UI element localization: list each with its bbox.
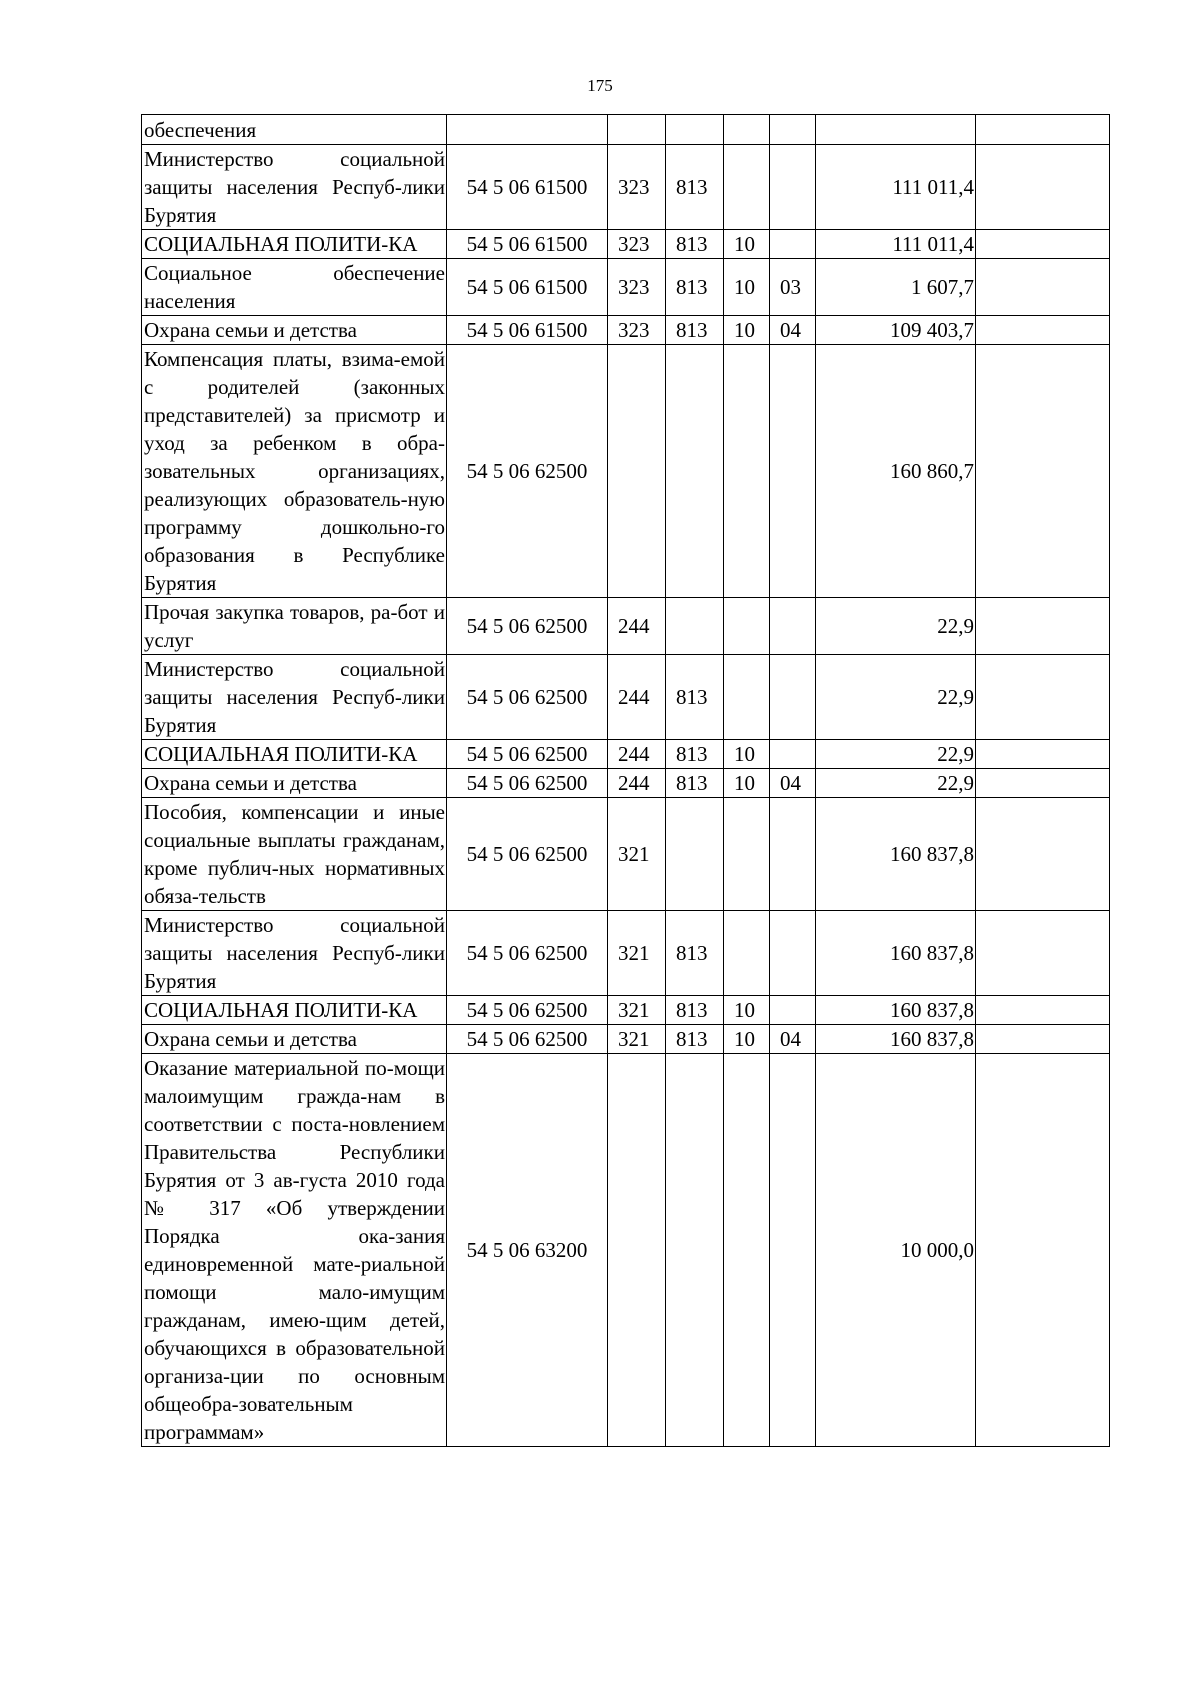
row-amount: 160 837,8 bbox=[816, 911, 976, 996]
row-section: 10 bbox=[724, 740, 770, 769]
row-subsection bbox=[770, 1054, 816, 1447]
row-expense-type: 244 bbox=[608, 769, 666, 798]
row-extra bbox=[976, 798, 1110, 911]
row-expense-type: 323 bbox=[608, 316, 666, 345]
row-name: Пособия, компенсации и иные социальные выплаты гражданам, кроме публич-ных нормативных обяза-тельств bbox=[142, 798, 447, 911]
table-body bbox=[142, 115, 1110, 1447]
row-amount: 160 860,7 bbox=[816, 345, 976, 598]
row-name: СОЦИАЛЬНАЯ ПОЛИТИ-КА bbox=[142, 740, 447, 769]
row-ministry-code: 813 bbox=[666, 230, 724, 259]
row-target-code: 54 5 06 61500 bbox=[447, 316, 608, 345]
row-name: Социальное обеспечение населения bbox=[142, 259, 447, 316]
table-row bbox=[142, 1025, 1110, 1054]
row-expense-type: 244 bbox=[608, 740, 666, 769]
row-extra bbox=[976, 996, 1110, 1025]
row-name: обеспечения bbox=[142, 115, 447, 145]
row-amount: 160 837,8 bbox=[816, 1025, 976, 1054]
row-amount: 111 011,4 bbox=[816, 145, 976, 230]
table-row bbox=[142, 996, 1110, 1025]
row-extra bbox=[976, 145, 1110, 230]
row-name: Охрана семьи и детства bbox=[142, 316, 447, 345]
row-name: Оказание материальной по-мощи малоимущим гражда-нам в соответствии с поста-новлением Правительства Республики Бурятия от 3 ав-густа 2010 года № 317 «Об утверждении Порядка ока-зания единовременной мате-риальной помощи мало-имущим гражданам, имею-щим детей, обучающихся в образовательной организа-ции по основным общеобра-зовательным программам» bbox=[142, 1054, 447, 1447]
table-row bbox=[142, 145, 1110, 230]
row-amount: 111 011,4 bbox=[816, 230, 976, 259]
row-section bbox=[724, 345, 770, 598]
row-amount: 160 837,8 bbox=[816, 996, 976, 1025]
row-extra bbox=[976, 1054, 1110, 1447]
row-extra bbox=[976, 345, 1110, 598]
table-row bbox=[142, 598, 1110, 655]
table-row bbox=[142, 1054, 1110, 1447]
row-target-code: 54 5 06 62500 bbox=[447, 996, 608, 1025]
row-section: 10 bbox=[724, 769, 770, 798]
row-ministry-code: 813 bbox=[666, 259, 724, 316]
row-name: Компенсация платы, взима-емой с родителей (законных представителей) за присмотр и уход за ребенком в обра-зовательных организациях, реализующих образователь-ную программу дошкольно-го образования в Республике Бурятия bbox=[142, 345, 447, 598]
row-section: 10 bbox=[724, 996, 770, 1025]
row-ministry-code bbox=[666, 345, 724, 598]
row-subsection bbox=[770, 798, 816, 911]
table-row bbox=[142, 769, 1110, 798]
row-expense-type: 323 bbox=[608, 259, 666, 316]
row-name: Министерство социальной защиты населения Респуб-лики Бурятия bbox=[142, 655, 447, 740]
table-row bbox=[142, 345, 1110, 598]
row-target-code: 54 5 06 62500 bbox=[447, 798, 608, 911]
row-ministry-code: 813 bbox=[666, 740, 724, 769]
row-section bbox=[724, 598, 770, 655]
row-section bbox=[724, 115, 770, 145]
row-target-code: 54 5 06 62500 bbox=[447, 655, 608, 740]
row-section bbox=[724, 1054, 770, 1447]
table-row bbox=[142, 316, 1110, 345]
row-ministry-code bbox=[666, 598, 724, 655]
table-row bbox=[142, 911, 1110, 996]
row-subsection bbox=[770, 911, 816, 996]
row-target-code: 54 5 06 61500 bbox=[447, 145, 608, 230]
row-section: 10 bbox=[724, 230, 770, 259]
row-ministry-code: 813 bbox=[666, 769, 724, 798]
table-row bbox=[142, 230, 1110, 259]
row-expense-type: 323 bbox=[608, 145, 666, 230]
table-row bbox=[142, 740, 1110, 769]
row-extra bbox=[976, 316, 1110, 345]
row-extra bbox=[976, 655, 1110, 740]
table-row bbox=[142, 115, 1110, 145]
row-target-code: 54 5 06 62500 bbox=[447, 345, 608, 598]
row-amount: 10 000,0 bbox=[816, 1054, 976, 1447]
row-target-code: 54 5 06 62500 bbox=[447, 769, 608, 798]
row-section: 10 bbox=[724, 1025, 770, 1054]
row-subsection bbox=[770, 996, 816, 1025]
row-expense-type: 244 bbox=[608, 598, 666, 655]
row-subsection bbox=[770, 655, 816, 740]
row-amount: 22,9 bbox=[816, 769, 976, 798]
row-expense-type: 321 bbox=[608, 996, 666, 1025]
row-subsection: 03 bbox=[770, 259, 816, 316]
row-extra bbox=[976, 1025, 1110, 1054]
row-section bbox=[724, 798, 770, 911]
row-target-code: 54 5 06 62500 bbox=[447, 598, 608, 655]
row-extra bbox=[976, 740, 1110, 769]
budget-table bbox=[141, 114, 1110, 1447]
row-ministry-code bbox=[666, 1054, 724, 1447]
row-expense-type: 321 bbox=[608, 1025, 666, 1054]
row-section: 10 bbox=[724, 316, 770, 345]
row-expense-type: 323 bbox=[608, 230, 666, 259]
row-name: Охрана семьи и детства bbox=[142, 769, 447, 798]
row-amount: 1 607,7 bbox=[816, 259, 976, 316]
row-name: Министерство социальной защиты населения Респуб-лики Бурятия bbox=[142, 145, 447, 230]
row-ministry-code: 813 bbox=[666, 316, 724, 345]
row-subsection: 04 bbox=[770, 316, 816, 345]
row-expense-type bbox=[608, 1054, 666, 1447]
row-amount: 22,9 bbox=[816, 655, 976, 740]
row-extra bbox=[976, 259, 1110, 316]
row-expense-type: 321 bbox=[608, 911, 666, 996]
row-amount: 22,9 bbox=[816, 740, 976, 769]
row-section: 10 bbox=[724, 259, 770, 316]
row-subsection bbox=[770, 230, 816, 259]
row-name: СОЦИАЛЬНАЯ ПОЛИТИ-КА bbox=[142, 996, 447, 1025]
row-subsection bbox=[770, 598, 816, 655]
row-subsection bbox=[770, 145, 816, 230]
row-ministry-code: 813 bbox=[666, 655, 724, 740]
row-name: Охрана семьи и детства bbox=[142, 1025, 447, 1054]
row-amount: 109 403,7 bbox=[816, 316, 976, 345]
row-target-code: 54 5 06 61500 bbox=[447, 259, 608, 316]
row-ministry-code: 813 bbox=[666, 145, 724, 230]
row-expense-type: 244 bbox=[608, 655, 666, 740]
page-number: 175 bbox=[587, 76, 613, 95]
row-target-code: 54 5 06 63200 bbox=[447, 1054, 608, 1447]
row-extra bbox=[976, 598, 1110, 655]
row-subsection bbox=[770, 740, 816, 769]
row-target-code: 54 5 06 62500 bbox=[447, 911, 608, 996]
row-target-code: 54 5 06 62500 bbox=[447, 1025, 608, 1054]
row-name: Министерство социальной защиты населения Респуб-лики Бурятия bbox=[142, 911, 447, 996]
row-ministry-code bbox=[666, 115, 724, 145]
row-ministry-code: 813 bbox=[666, 1025, 724, 1054]
row-target-code bbox=[447, 115, 608, 145]
row-target-code: 54 5 06 61500 bbox=[447, 230, 608, 259]
table-row bbox=[142, 798, 1110, 911]
row-subsection: 04 bbox=[770, 769, 816, 798]
row-extra bbox=[976, 769, 1110, 798]
row-section bbox=[724, 911, 770, 996]
row-section bbox=[724, 655, 770, 740]
row-expense-type: 321 bbox=[608, 798, 666, 911]
row-section bbox=[724, 145, 770, 230]
table-row bbox=[142, 259, 1110, 316]
row-target-code: 54 5 06 62500 bbox=[447, 740, 608, 769]
row-amount: 160 837,8 bbox=[816, 798, 976, 911]
row-ministry-code: 813 bbox=[666, 911, 724, 996]
row-amount: 22,9 bbox=[816, 598, 976, 655]
row-ministry-code bbox=[666, 798, 724, 911]
row-amount bbox=[816, 115, 976, 145]
row-subsection bbox=[770, 345, 816, 598]
row-extra bbox=[976, 115, 1110, 145]
row-extra bbox=[976, 230, 1110, 259]
table-row bbox=[142, 655, 1110, 740]
row-expense-type bbox=[608, 115, 666, 145]
row-expense-type bbox=[608, 345, 666, 598]
row-ministry-code: 813 bbox=[666, 996, 724, 1025]
row-subsection: 04 bbox=[770, 1025, 816, 1054]
row-name: СОЦИАЛЬНАЯ ПОЛИТИ-КА bbox=[142, 230, 447, 259]
row-name: Прочая закупка товаров, ра-бот и услуг bbox=[142, 598, 447, 655]
row-subsection bbox=[770, 115, 816, 145]
row-extra bbox=[976, 911, 1110, 996]
